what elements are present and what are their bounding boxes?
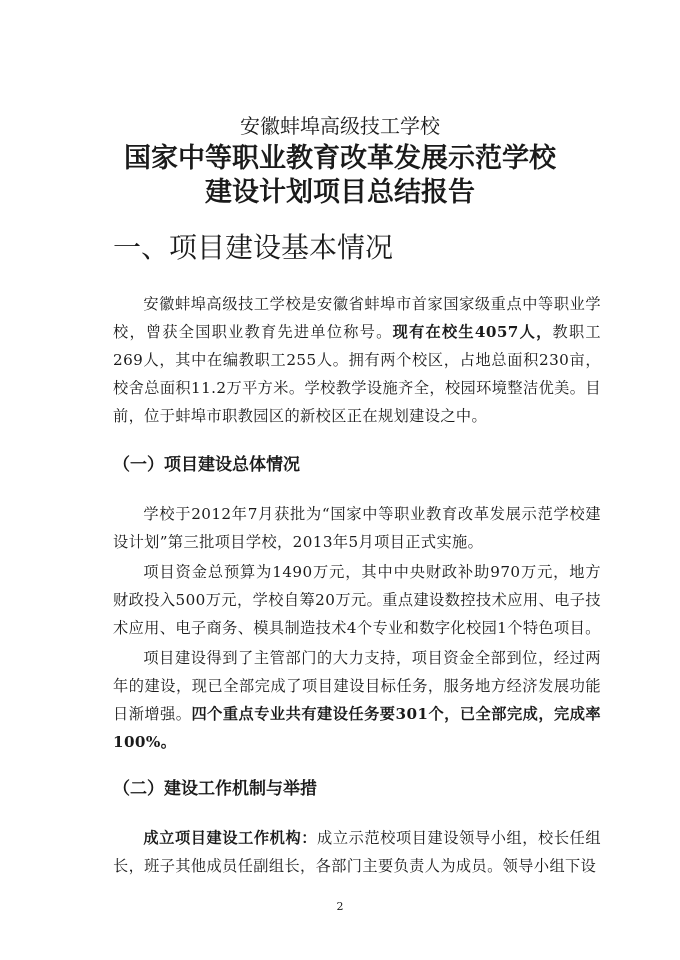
- intro-text-2: 教职工269人，其中在编教职工255人。拥有两个校区，占地总面积230亩，校舍总面积11.2万平方米。学校教学设施齐全，校园环境整洁优美。目前，位于蚌埠市职教园区的新校区正在规划建设之中。: [113, 323, 602, 425]
- organization-label: 成立项目建设工作机构：: [143, 829, 318, 847]
- report-title-line-2: 建设计划项目总结报告: [205, 177, 475, 208]
- subsection-heading-mechanism: （二）建设工作机制与举措: [113, 779, 317, 799]
- intro-paragraph: [113, 290, 601, 430]
- section-heading-basic-info: 一、项目建设基本情况: [113, 231, 394, 264]
- paragraph-budget: 项目资金总预算为1490万元，其中中央财政补助970万元，地方财政投入500万元，学校自筹20万元。重点建设数控技术应用、电子技术应用、电子商务、模具制造技术4个专业和数字化校园1个特色项目。: [113, 563, 601, 637]
- progress-text: 项目建设得到了主管部门的大力支持，项目资金全部到位，经过两年的建设，现已全部完成了项目建设目标任务，服务地方经济发展功能日渐增强。: [113, 649, 601, 723]
- page-number: 2: [336, 900, 344, 913]
- paragraph-progress: [113, 644, 601, 756]
- report-title-line-1: 国家中等职业教育改革发展示范学校: [124, 143, 556, 174]
- progress-completion: 四个重点专业共有建设任务要301个，已全部完成，完成率100%。: [113, 705, 601, 751]
- school-name: 安徽蚌埠高级技工学校: [240, 114, 440, 138]
- paragraph-organization: [113, 824, 601, 880]
- intro-student-count: 现有在校生4057人，: [392, 323, 553, 341]
- intro-text-1: 安徽蚌埠高级技工学校是安徽省蚌埠市首家国家级重点中等职业学校，曾获全国职业教育先进单位称号。: [113, 295, 601, 341]
- paragraph-approval: 学校于2012年7月获批为“国家中等职业教育改革发展示范学校建设计划”第三批项目学校，2013年5月项目正式实施。: [113, 505, 601, 551]
- organization-text: 成立示范校项目建设领导小组，校长任组长，班子其他成员任副组长，各部门主要负责人为成员。领导小组下设: [113, 829, 601, 875]
- subsection-heading-overall: （一）项目建设总体情况: [113, 455, 300, 475]
